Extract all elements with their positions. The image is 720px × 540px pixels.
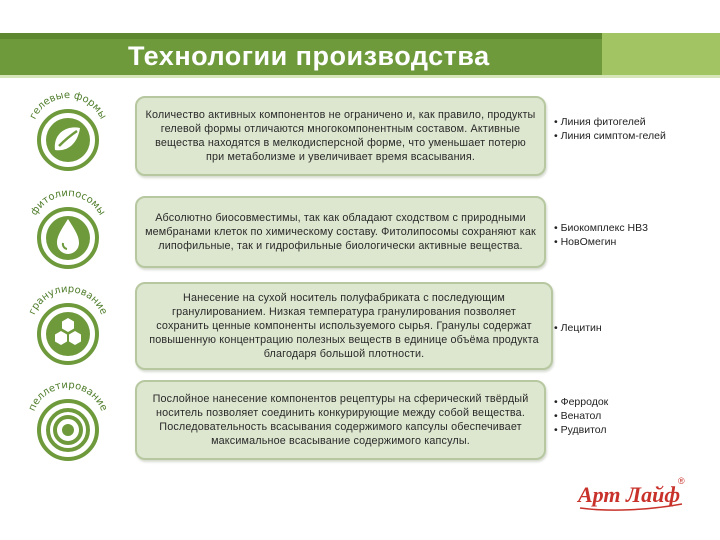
granulation-emblem bbox=[20, 276, 116, 372]
gel-forms-products bbox=[554, 115, 666, 143]
product-item: • Ферродок bbox=[554, 395, 608, 409]
phytoliposomes-products bbox=[554, 221, 648, 249]
registered-mark: ® bbox=[678, 476, 685, 486]
product-item: • Линия фитогелей bbox=[554, 115, 666, 129]
pelletization-description: Послойное нанесение компонентов рецептуры на сферический твёрдый носитель позволяет соединить конкурирующие между собой вещества. Последовательность всасывания содержимого капсулы обеспечивает максимальное всасывание содержимого капсулы. bbox=[135, 380, 546, 460]
title-accent bbox=[602, 33, 720, 75]
product-item: • НовОмегин bbox=[554, 235, 648, 249]
pelletization-emblem bbox=[20, 372, 116, 468]
page-title: Технологии производства bbox=[128, 41, 490, 71]
emblem-label: фитолипосомы bbox=[28, 187, 108, 218]
product-item: • Линия симптом-гелей bbox=[554, 129, 666, 143]
logo-text: Арт Лайф bbox=[578, 482, 681, 507]
phytoliposomes-emblem bbox=[20, 180, 116, 276]
title-divider bbox=[0, 75, 720, 78]
product-item: • Лецитин bbox=[554, 321, 602, 335]
product-item: • Венатол bbox=[554, 409, 608, 423]
product-item: • Биокомплекс НВ3 bbox=[554, 221, 648, 235]
concentric-circles-icon bbox=[48, 410, 88, 450]
emblem-label: пеллетирование bbox=[26, 379, 110, 413]
gel-forms-description: Количество активных компонентов не ограничено и, как правило, продукты гелевой формы отличаются многокомпонентным составом. Активные вещества находятся в мелкодисперсной форме, что уменьшает потерю при метаболизме и увеличивает время всасывания. bbox=[135, 96, 546, 176]
emblem-label: гранулирование bbox=[26, 283, 110, 317]
product-item: • Рудвитол bbox=[554, 423, 608, 437]
granulation-products bbox=[554, 321, 602, 335]
pelletization-products bbox=[554, 395, 608, 437]
emblem-label: гелевые формы bbox=[27, 89, 109, 122]
granulation-description: Нанесение на сухой носитель полуфабриката с последующим гранулированием. Низкая температура гранулирования позволяет сохранить ценные компоненты используемого сырья. Гранулы содержат повышенную концентрацию полезных веществ в единице объёма продукта благодаря большой плотности. bbox=[135, 282, 553, 370]
art-life-logo bbox=[570, 470, 690, 518]
phytoliposomes-description: Абсолютно биосовместимы, так как обладают сходством с природными мембранами клеток по химическому составу. Фитолипосомы сохраняют как липофильные, так и гидрофильные биологически активные вещества. bbox=[135, 196, 546, 268]
gel-forms-emblem bbox=[20, 82, 116, 178]
